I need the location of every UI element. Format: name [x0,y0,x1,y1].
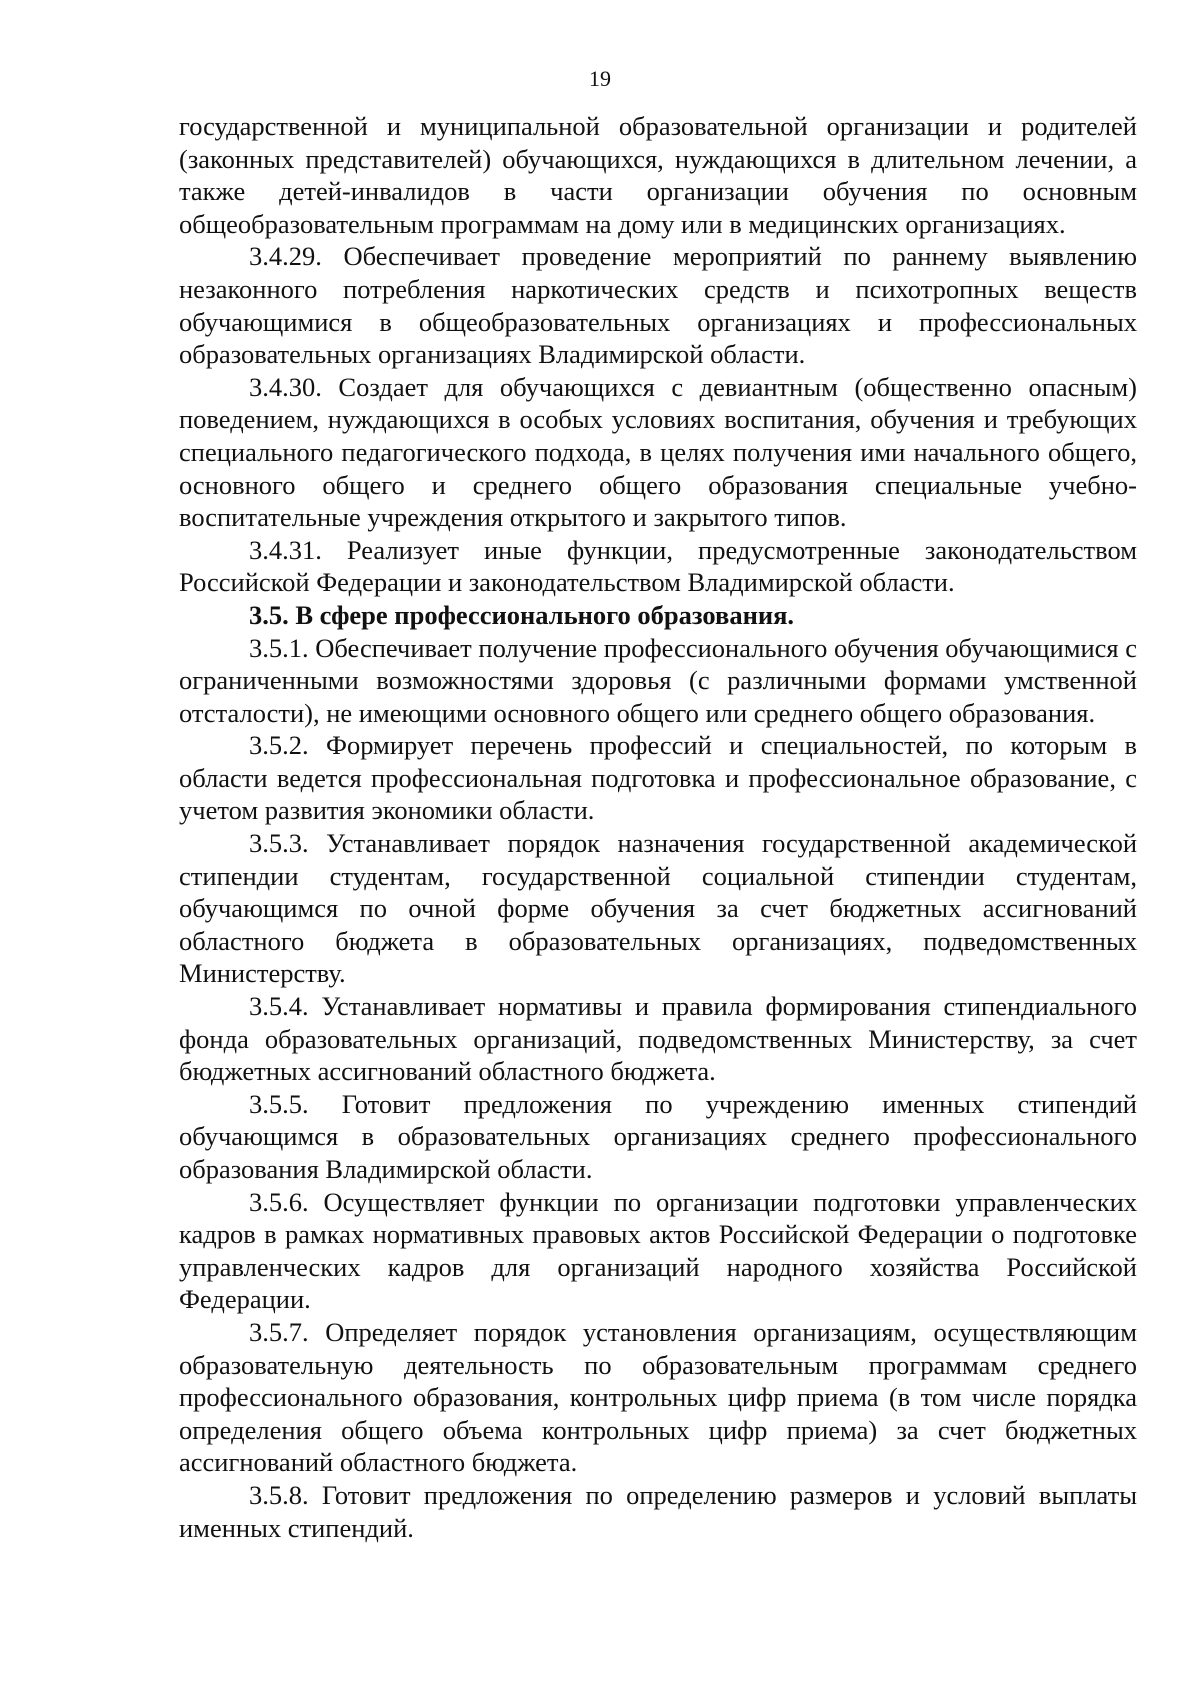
paragraph-3-5-4: 3.5.4. Устанавливает нормативы и правила формирования стипендиального фонда образовательных организаций, подведомственных Министерству, за счет бюджетных ассигнований областного бюджета. [179,991,1137,1087]
paragraph-3-5-2: 3.5.2. Формирует перечень профессий и специальностей, по которым в области ведется профессиональная подготовка и профессиональное образование, с учетом развития экономики области. [179,730,1137,826]
paragraph-3-5-1: 3.5.1. Обеспечивает получение профессионального обучения обучающимися с ограниченными возможностями здоровья (с различными формами умственной отсталости), не имеющими основного общего или среднего общего образования. [179,632,1137,728]
paragraph-3-4-29: 3.4.29. Обеспечивает проведение мероприятий по раннему выявлению незаконного потребления наркотических средств и психотропных веществ обучающимися в общеобразовательных организациях и профессиональных образовательных организациях Владимирской области. [179,241,1137,370]
document-body [179,110,1137,1544]
section-heading-3-5: 3.5. В сфере профессионального образования. [249,599,795,630]
paragraph-continuation: государственной и муниципальной образовательной организации и родителей (законных представителей) обучающихся, нуждающихся в длительном лечении, а также детей-инвалидов в части организации обучения по основным общеобразовательным программам на дому или в медицинских организациях. [179,111,1137,239]
paragraph-3-5-5: 3.5.5. Готовит предложения по учреждению именных стипендий обучающимся в образовательных организациях среднего профессионального образования Владимирской области. [179,1088,1137,1184]
paragraph-3-5-8: 3.5.8. Готовит предложения по определению размеров и условий выплаты именных стипендий. [179,1479,1137,1543]
paragraph-3-5-6: 3.5.6. Осуществляет функции по организации подготовки управленческих кадров в рамках нормативных правовых актов Российской Федерации о подготовке управленческих кадров для организаций народного хозяйства Российской Федерации. [179,1186,1137,1315]
paragraph-3-4-30: 3.4.30. Создает для обучающихся с девиантным (общественно опасным) поведением, нуждающихся в особых условиях воспитания, обучения и требующих специального педагогического подхода, в целях получения ими начального общего, основного общего и среднего общего образования специальные учебно-воспитательные учреждения открытого и закрытого типов. [179,371,1137,533]
paragraph-3-4-31: 3.4.31. Реализует иные функции, предусмотренные законодательством Российской Федерации и законодательством Владимирской области. [179,534,1137,598]
page-number: 19 [589,66,611,91]
paragraph-3-5-7: 3.5.7. Определяет порядок установления организациям, осуществляющим образовательную деятельность по образовательным программам среднего профессионального образования, контрольных цифр приема (в том числе порядка определения общего объема контрольных цифр приема) за счет бюджетных ассигнований областного бюджета. [179,1316,1137,1478]
paragraph-3-5-3: 3.5.3. Устанавливает порядок назначения государственной академической стипендии студентам, государственной социальной стипендии студентам, обучающимся по очной форме обучения за счет бюджетных ассигнований областного бюджета в образовательных организациях, подведомственных Министерству. [179,828,1137,989]
